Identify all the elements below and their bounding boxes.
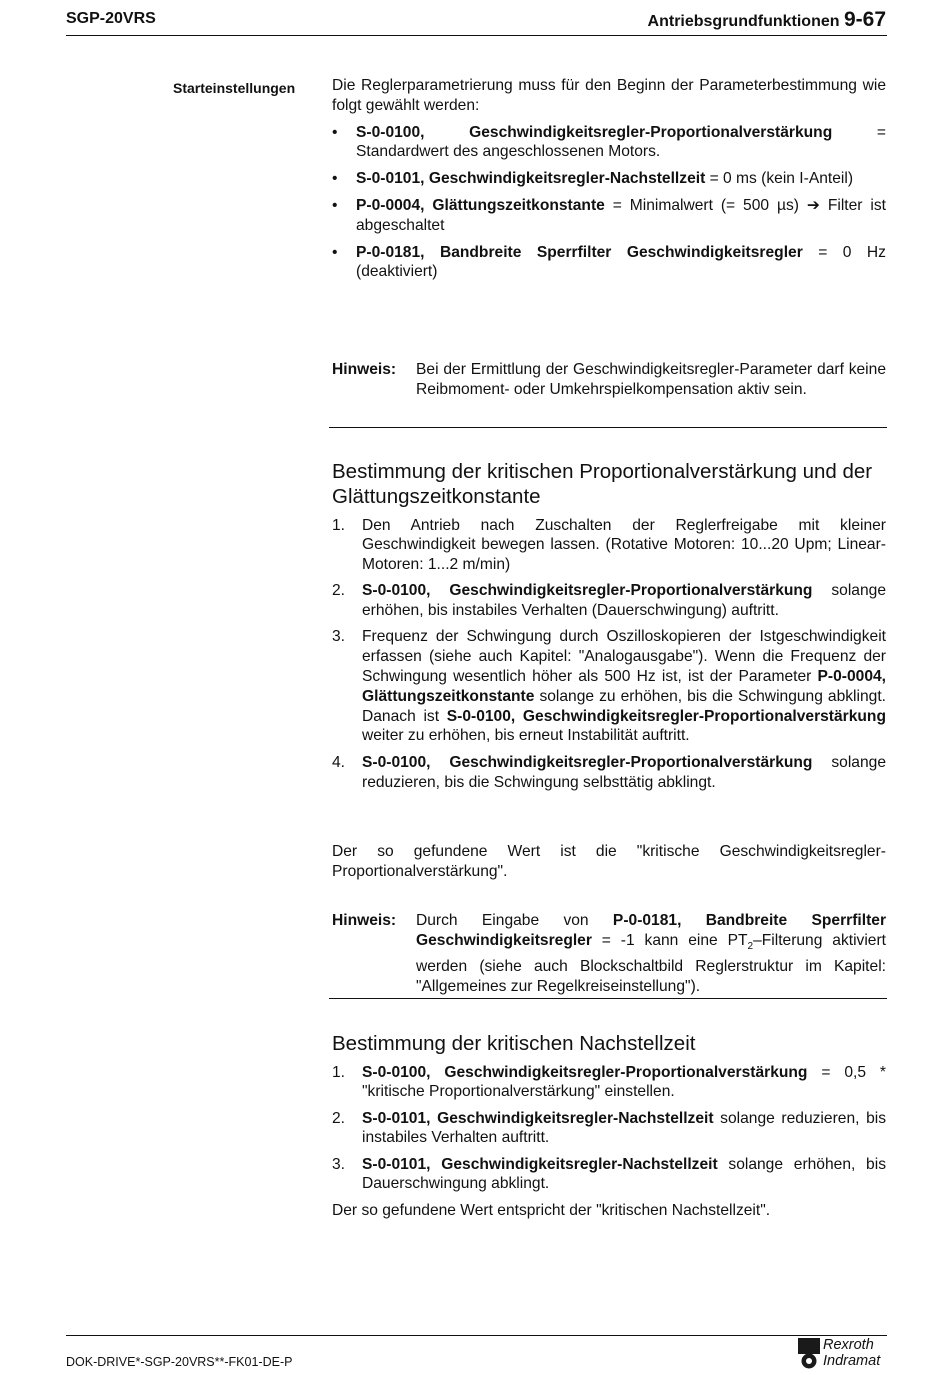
settings-item: • S-0-0101, Geschwindigkeitsregler-Nachstellzeit = 0 ms (kein I-Anteil) — [332, 170, 854, 188]
step-item: 3. S-0-0101, Geschwindigkeitsregler-Nachstellzeit solange erhöhen, bis Dauerschwingung abklingt. — [332, 1155, 886, 1193]
step-number: 4. — [332, 753, 346, 771]
bullet-icon: • — [332, 196, 338, 214]
step-item: 3. Frequenz der Schwingung durch Oszilloskopieren der Istgeschwindigkeit erfassen (siehe auch Kapitel: "Analogausgabe"). Wenn die Frequenz der Schwingung wesentlich höher als 500 Hz ist, ist der Parameter P-0-0004, Glättungszeitkonstante solange zu erhöhen, bis die Schwingung abklingt. Danach ist S-0-0100, Geschwindigkeitsregler-Proportionalverstärkung weiter zu erhöhen, bis erneut Instabilität auftritt. — [332, 628, 886, 745]
result-paragraph: Der so gefundene Wert entspricht der "kritischen Nachstellzeit". — [332, 1201, 771, 1219]
note-box — [332, 911, 886, 996]
bullet-icon: • — [332, 170, 338, 188]
step-number: 3. — [332, 628, 346, 646]
header-title — [648, 8, 886, 32]
step-item — [332, 516, 886, 575]
steps-list — [332, 516, 886, 793]
section-critical-gain — [332, 459, 886, 792]
section-critical-reset-time — [332, 1031, 886, 1221]
rexroth-indramat-logo — [797, 1336, 889, 1370]
step-number: 2. — [332, 1109, 346, 1127]
note-box — [332, 360, 886, 400]
note-text: Durch Eingabe von P-0-0181, Bandbreite Sperrfilter Geschwindigkeitsregler = -1 kann eine $PT_2$–Filterung aktiviert werden (siehe auch Blockschaltbild Reglerstruktur im Kapitel: "Allgemeines zur Regelkreiseinstellung"). — [416, 912, 887, 995]
step-item: 2. S-0-0101, Geschwindigkeitsregler-Nachstellzeit solange reduzieren, bis instabiles Verhalten auftritt. — [332, 1109, 886, 1147]
settings-item: • P-0-0004, Glättungszeitkonstante = Minimalwert (= 500 µs) ➔ Filter ist abgeschaltet — [332, 196, 886, 234]
section-heading: Bestimmung der kritischen Nachstellzeit — [332, 1032, 696, 1055]
start-settings-section — [332, 76, 886, 282]
step-number: 2. — [332, 582, 346, 600]
note-label: Hinweis: — [332, 361, 397, 378]
page-number: 9-67 — [843, 8, 886, 31]
margin-label: Starteinstellungen — [173, 80, 296, 96]
note-label: Hinweis: — [332, 912, 397, 929]
footer-rule — [66, 1335, 887, 1336]
footer-doc-id: DOK-DRIVE*-SGP-20VRS**-FK01-DE-P — [66, 1355, 293, 1369]
logo-line-1: Rexroth — [823, 1337, 874, 1353]
bullet-icon: • — [332, 123, 338, 141]
header-product: SGP-20VRS — [66, 10, 156, 27]
steps-list — [332, 1063, 886, 1195]
note-rule — [329, 998, 887, 999]
step-item: 2. S-0-0100, Geschwindigkeitsregler-Proportionalverstärkung solange erhöhen, bis instabiles Verhalten (Dauerschwingung) auftritt. — [332, 582, 886, 620]
logo-line-2: Indramat — [823, 1353, 881, 1369]
step-number: 1. — [332, 1063, 346, 1081]
step-number: 1. — [332, 516, 346, 534]
logo-emblem-icon — [797, 1336, 823, 1370]
note-rule — [329, 427, 887, 428]
section-heading: Bestimmung der kritischen Proportionalverstärkung und der Glättungszeitkonstante — [332, 460, 873, 508]
settings-list — [332, 123, 886, 283]
bullet-icon: • — [332, 243, 338, 261]
result-paragraph: Der so gefundene Wert ist die "kritische Geschwindigkeitsregler-Proportionalverstärkung". — [332, 843, 886, 880]
header-chapter-title: Antriebsgrundfunktionen — [647, 13, 840, 30]
header-rule — [66, 35, 887, 36]
settings-item: • P-0-0181, Bandbreite Sperrfilter Geschwindigkeitsregler = 0 Hz (deaktiviert) — [332, 243, 886, 281]
step-item: 1. S-0-0100, Geschwindigkeitsregler-Proportionalverstärkung = 0,5 * "kritische Proportionalverstärkung" einstellen. — [332, 1063, 886, 1101]
intro-paragraph: Die Reglerparametrierung muss für den Beginn der Parameterbestimmung wie folgt gewählt werden: — [332, 77, 886, 114]
note-text: Bei der Ermittlung der Geschwindigkeitsregler-Parameter darf keine Reibmoment- oder Umkehrspielkompensation aktiv sein. — [416, 361, 886, 398]
step-item: 4. S-0-0100, Geschwindigkeitsregler-Proportionalverstärkung solange reduzieren, bis die Schwingung selbsttätig abklingt. — [332, 753, 886, 791]
step-text: Den Antrieb nach Zuschalten der Reglerfreigabe mit kleiner Geschwindigkeit bewegen lassen. (Rotative Motoren: 10...20 Upm; Linear-Motoren: 1...2 m/min) — [362, 516, 886, 574]
step-number: 3. — [332, 1155, 346, 1173]
settings-item: • S-0-0100, Geschwindigkeitsregler-Proportionalverstärkung = Standardwert des angeschlossenen Motors. — [332, 123, 886, 161]
